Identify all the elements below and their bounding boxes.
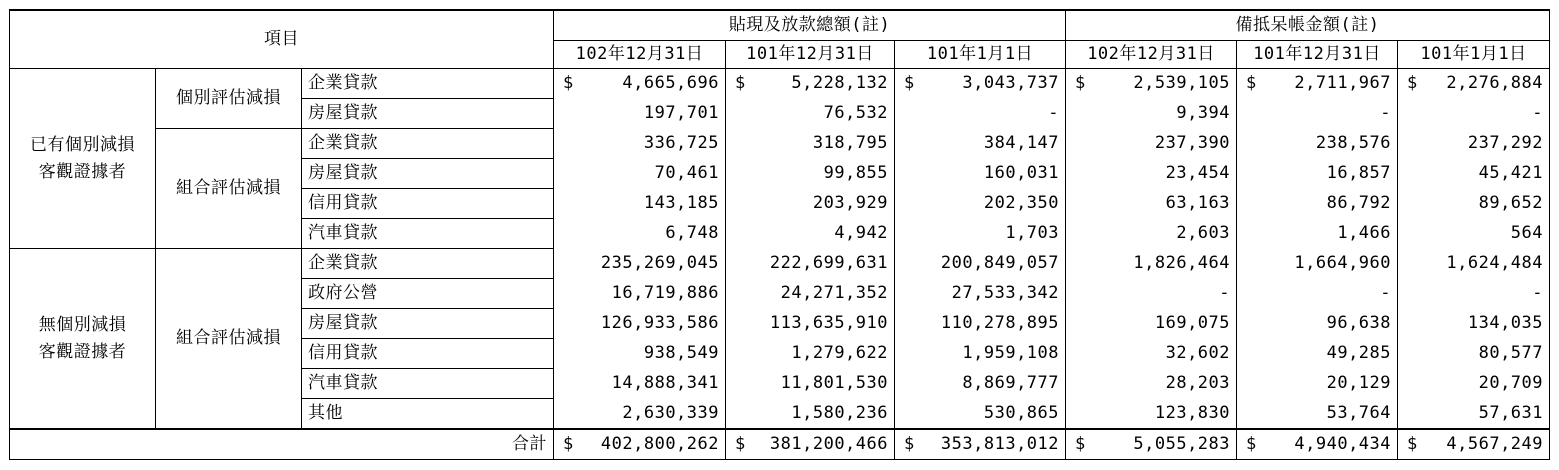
value-cell: 70,461 — [554, 159, 726, 189]
total-row — [10, 429, 1550, 460]
value-cell: 203,929 — [726, 189, 895, 219]
value-cell: 1,279,622 — [726, 339, 895, 369]
value-cell: 564 — [1398, 219, 1550, 249]
value-cell: 57,631 — [1398, 399, 1550, 430]
value-cell: $ 2,711,967 — [1237, 69, 1398, 99]
value-cell: 1,826,464 — [1066, 249, 1237, 279]
value-cell: - — [1066, 279, 1237, 309]
value-cell: 200,849,057 — [895, 249, 1066, 279]
value-cell: 222,699,631 — [726, 249, 895, 279]
value-cell: $ 5,228,132 — [726, 69, 895, 99]
value-cell: 6,748 — [554, 219, 726, 249]
value-cell: 134,035 — [1398, 309, 1550, 339]
value-cell: $ 3,043,737 — [895, 69, 1066, 99]
loan-type: 企業貸款 — [302, 129, 554, 159]
allowance-header: 備抵呆帳金額(註) — [1066, 10, 1550, 41]
loan-type: 企業貸款 — [302, 249, 554, 279]
value-cell: $ 4,665,696 — [554, 69, 726, 99]
value-cell: 938,549 — [554, 339, 726, 369]
value-cell: 80,577 — [1398, 339, 1550, 369]
value-cell: 169,075 — [1066, 309, 1237, 339]
value-cell: - — [1237, 99, 1398, 129]
loan-type: 企業貸款 — [302, 69, 554, 99]
value-cell: 96,638 — [1237, 309, 1398, 339]
value-cell: 113,635,910 — [726, 309, 895, 339]
value-cell: 20,129 — [1237, 369, 1398, 399]
loan-type: 信用貸款 — [302, 339, 554, 369]
value-cell: 49,285 — [1237, 339, 1398, 369]
method-label: 組合評估減損 — [156, 249, 302, 430]
section-label-without — [10, 249, 156, 430]
loan-allowance-table — [9, 9, 1550, 460]
value-cell: 1,580,236 — [726, 399, 895, 430]
total-value: $ 4,567,249 — [1398, 429, 1550, 460]
value-cell: 11,801,530 — [726, 369, 895, 399]
value-cell: $ 2,276,884 — [1398, 69, 1550, 99]
loan-type: 房屋貸款 — [302, 99, 554, 129]
value-cell: 9,394 — [1066, 99, 1237, 129]
value-cell: - — [1398, 99, 1550, 129]
value-cell: - — [1237, 279, 1398, 309]
value-cell: 143,185 — [554, 189, 726, 219]
total-value: $ 4,940,434 — [1237, 429, 1398, 460]
section-label-line: 客觀證據者 — [38, 161, 127, 182]
value-cell: 197,701 — [554, 99, 726, 129]
value-cell: 2,630,339 — [554, 399, 726, 430]
value-cell: 86,792 — [1237, 189, 1398, 219]
section-label-with — [10, 69, 156, 249]
table-row — [10, 69, 1550, 99]
value-cell: 235,269,045 — [554, 249, 726, 279]
date-header: 102年12月31日 — [554, 41, 726, 69]
method-label: 個別評估減損 — [156, 69, 302, 129]
gross-loans-header: 貼現及放款總額(註) — [554, 10, 1066, 41]
value-cell: 32,602 — [1066, 339, 1237, 369]
value-cell: 24,271,352 — [726, 279, 895, 309]
value-cell: 318,795 — [726, 129, 895, 159]
value-cell: 160,031 — [895, 159, 1066, 189]
total-value: $ 353,813,012 — [895, 429, 1066, 460]
value-cell: 2,603 — [1066, 219, 1237, 249]
value-cell: 16,857 — [1237, 159, 1398, 189]
value-cell: 45,421 — [1398, 159, 1550, 189]
value-cell: 27,533,342 — [895, 279, 1066, 309]
value-cell: 110,278,895 — [895, 309, 1066, 339]
value-cell: 89,652 — [1398, 189, 1550, 219]
total-value: $ 381,200,466 — [726, 429, 895, 460]
value-cell: 384,147 — [895, 129, 1066, 159]
value-cell: 63,163 — [1066, 189, 1237, 219]
value-cell: 8,869,777 — [895, 369, 1066, 399]
loan-type: 房屋貸款 — [302, 309, 554, 339]
loan-type: 汽車貸款 — [302, 219, 554, 249]
value-cell: 16,719,886 — [554, 279, 726, 309]
value-cell: 238,576 — [1237, 129, 1398, 159]
value-cell: 14,888,341 — [554, 369, 726, 399]
value-cell: 1,466 — [1237, 219, 1398, 249]
value-cell: 237,292 — [1398, 129, 1550, 159]
loan-type: 其他 — [302, 399, 554, 430]
value-cell: 99,855 — [726, 159, 895, 189]
value-cell: 23,454 — [1066, 159, 1237, 189]
date-header: 101年12月31日 — [1237, 41, 1398, 69]
total-value: $ 5,055,283 — [1066, 429, 1237, 460]
value-cell: 123,830 — [1066, 399, 1237, 430]
value-cell: 4,942 — [726, 219, 895, 249]
value-cell: 237,390 — [1066, 129, 1237, 159]
table-row — [10, 129, 1550, 159]
value-cell: - — [895, 99, 1066, 129]
value-cell: 1,959,108 — [895, 339, 1066, 369]
item-header: 項目 — [10, 10, 554, 69]
value-cell: 126,933,586 — [554, 309, 726, 339]
total-value: $ 402,800,262 — [554, 429, 726, 460]
loan-type: 信用貸款 — [302, 189, 554, 219]
value-cell: 202,350 — [895, 189, 1066, 219]
date-header: 101年1月1日 — [1398, 41, 1550, 69]
value-cell: 28,203 — [1066, 369, 1237, 399]
date-header: 102年12月31日 — [1066, 41, 1237, 69]
table-row — [10, 249, 1550, 279]
date-header: 101年12月31日 — [726, 41, 895, 69]
value-cell: 1,624,484 — [1398, 249, 1550, 279]
value-cell: 53,764 — [1237, 399, 1398, 430]
value-cell: 530,865 — [895, 399, 1066, 430]
section-label-line: 客觀證據者 — [38, 341, 127, 362]
value-cell: 76,532 — [726, 99, 895, 129]
section-label-line: 無個別減損 — [38, 314, 127, 335]
loan-type: 房屋貸款 — [302, 159, 554, 189]
loan-type: 汽車貸款 — [302, 369, 554, 399]
value-cell: - — [1398, 279, 1550, 309]
value-cell: 336,725 — [554, 129, 726, 159]
section-label-line: 已有個別減損 — [30, 134, 135, 155]
method-label: 組合評估減損 — [156, 129, 302, 249]
value-cell: $ 2,539,105 — [1066, 69, 1237, 99]
value-cell: 1,664,960 — [1237, 249, 1398, 279]
value-cell: 20,709 — [1398, 369, 1550, 399]
value-cell: 1,703 — [895, 219, 1066, 249]
total-label: 合計 — [10, 429, 554, 460]
loan-type: 政府公營 — [302, 279, 554, 309]
date-header: 101年1月1日 — [895, 41, 1066, 69]
